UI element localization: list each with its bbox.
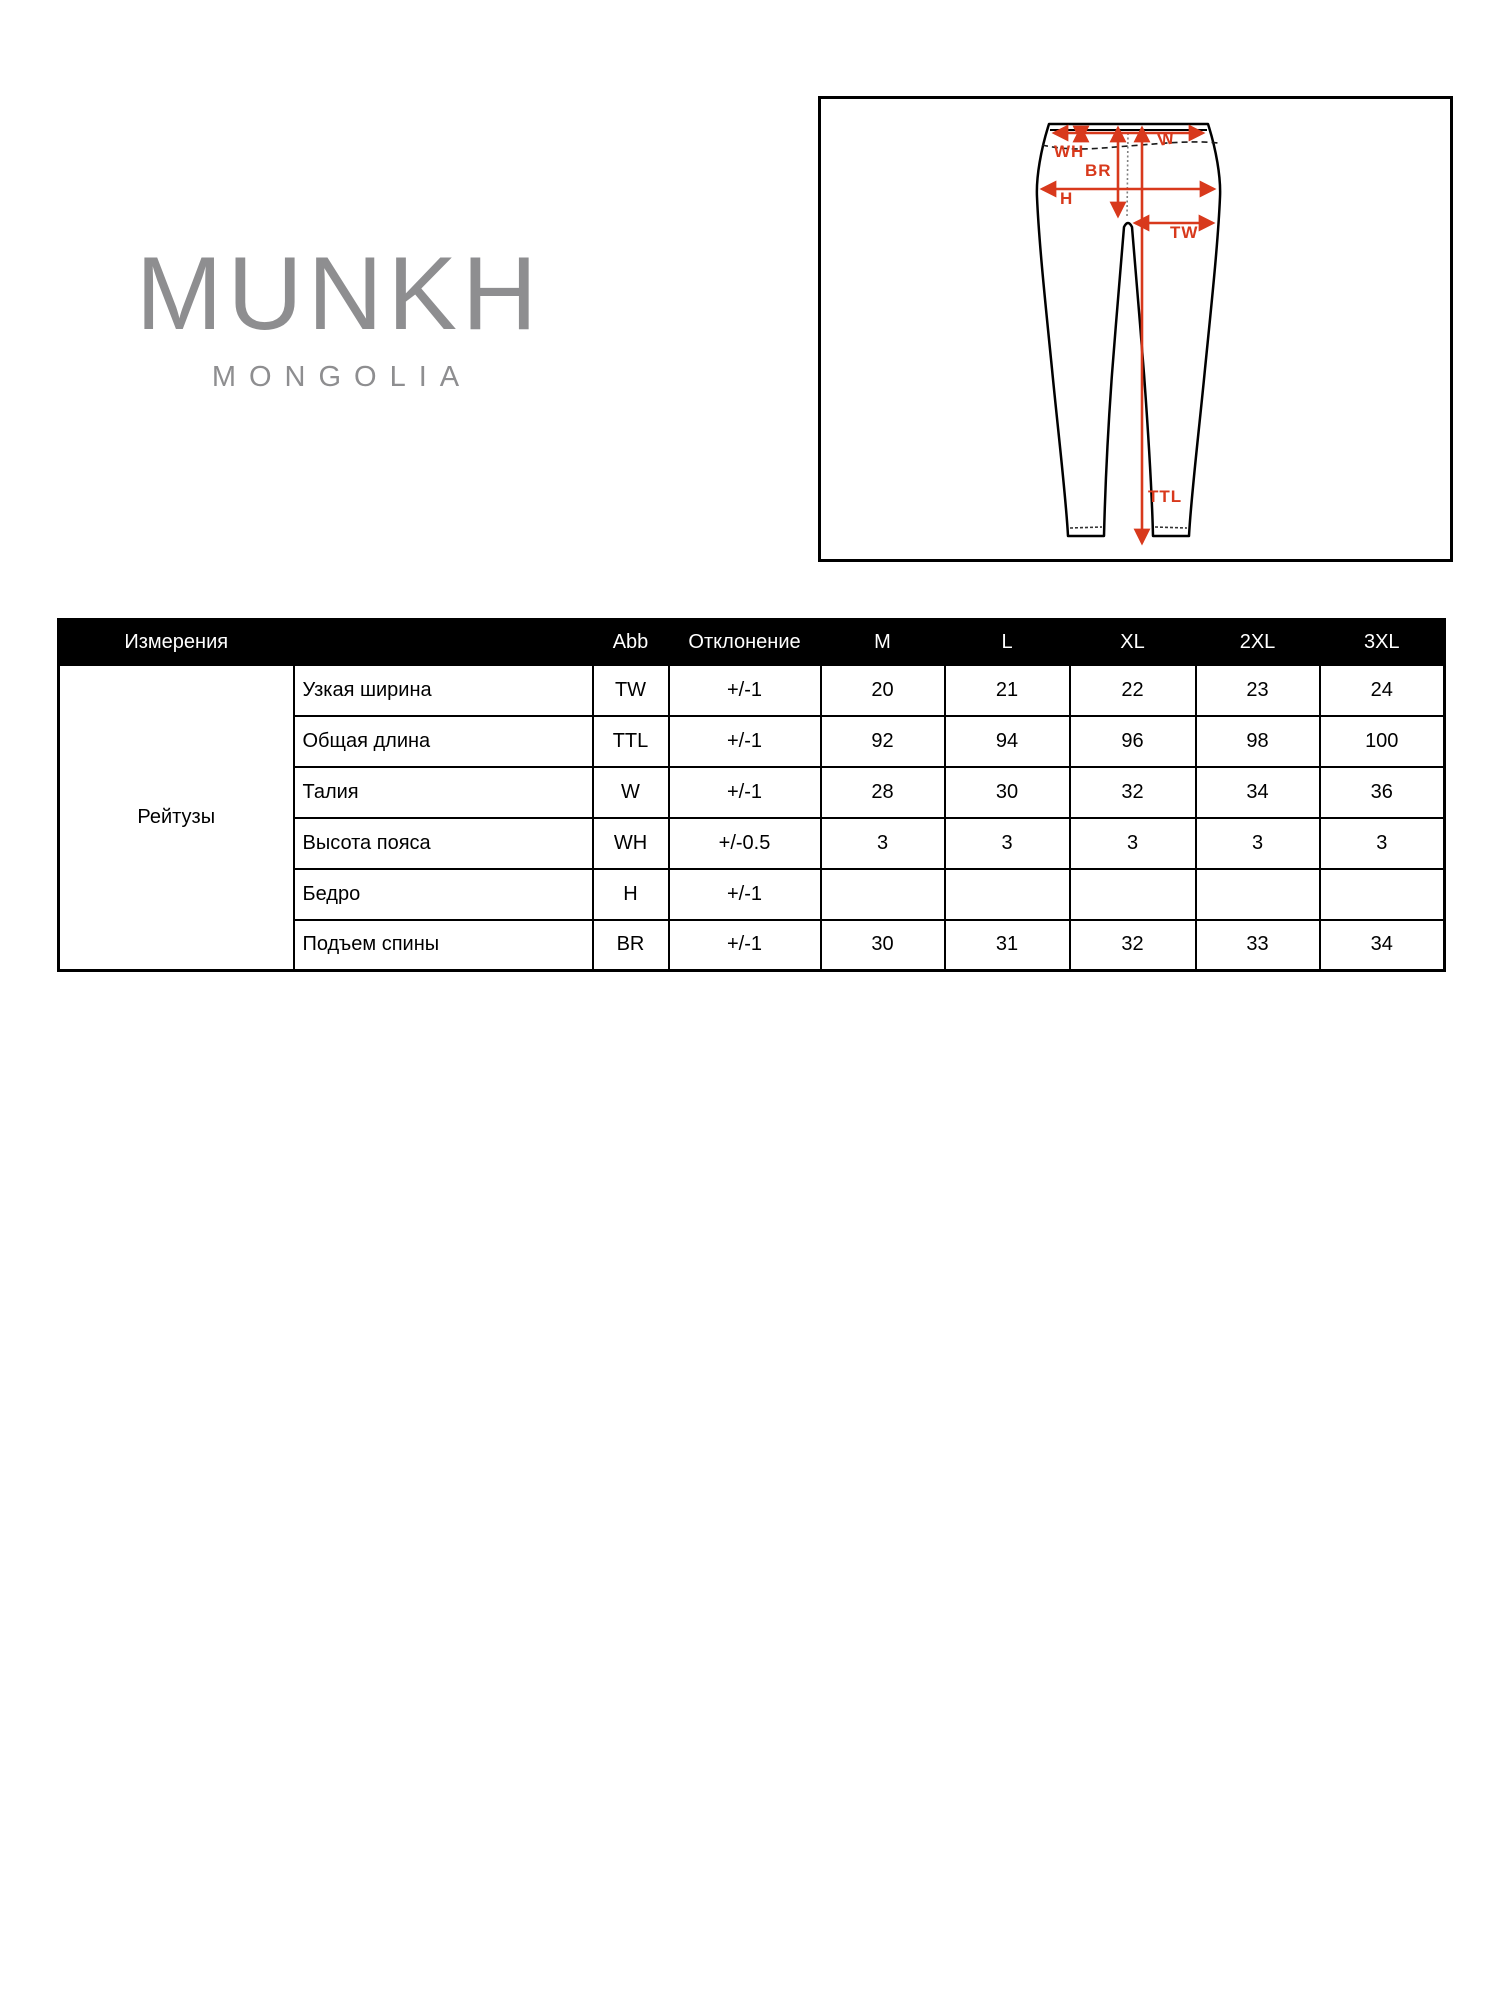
deviation-cell: +/-1	[669, 920, 821, 971]
column-header-size-3xl: 3XL	[1320, 620, 1445, 665]
abb-cell: BR	[593, 920, 669, 971]
measurement-label-wh: WH	[1054, 142, 1085, 161]
column-header-size-xl: XL	[1070, 620, 1196, 665]
measurement-label-w: W	[1156, 128, 1177, 150]
measurement-diagram-box	[818, 96, 1453, 562]
measurement-name-cell: Узкая ширина	[294, 665, 593, 716]
measurement-label-tw: TW	[1170, 223, 1199, 242]
measurement-name-cell: Высота пояса	[294, 818, 593, 869]
size-value-cell: 3	[1196, 818, 1320, 869]
brand-name: MUNKH	[135, 236, 543, 352]
measurement-name-cell: Бедро	[294, 869, 593, 920]
abb-cell: H	[593, 869, 669, 920]
measurement-label-br: BR	[1085, 161, 1112, 180]
size-value-cell: 22	[1070, 665, 1196, 716]
deviation-cell: +/-1	[669, 665, 821, 716]
size-value-cell: 3	[945, 818, 1070, 869]
measurement-diagram	[821, 99, 1450, 559]
table-row	[59, 665, 1445, 716]
measurement-label-ttl: TTL	[1148, 487, 1183, 506]
size-value-cell: 36	[1320, 767, 1445, 818]
size-value-cell: 98	[1196, 716, 1320, 767]
deviation-cell: +/-1	[669, 869, 821, 920]
abb-cell: TTL	[593, 716, 669, 767]
deviation-cell: +/-1	[669, 716, 821, 767]
column-header-abb: Abb	[593, 620, 669, 665]
size-value-cell: 31	[945, 920, 1070, 971]
column-header-size-m: M	[821, 620, 945, 665]
size-value-cell: 28	[821, 767, 945, 818]
size-value-cell: 24	[1320, 665, 1445, 716]
abb-cell: W	[593, 767, 669, 818]
size-value-cell	[1070, 869, 1196, 920]
product-group-cell: Рейтузы	[59, 665, 294, 971]
brand-logo	[124, 236, 554, 394]
size-value-cell: 30	[945, 767, 1070, 818]
size-value-cell: 96	[1070, 716, 1196, 767]
size-value-cell: 3	[821, 818, 945, 869]
column-header-spacer	[294, 620, 593, 665]
size-value-cell: 20	[821, 665, 945, 716]
size-value-cell: 21	[945, 665, 1070, 716]
size-value-cell: 33	[1196, 920, 1320, 971]
deviation-cell: +/-0.5	[669, 818, 821, 869]
size-value-cell: 23	[1196, 665, 1320, 716]
size-value-cell: 3	[1070, 818, 1196, 869]
pants-outline	[1037, 124, 1220, 536]
measurement-name-cell: Талия	[294, 767, 593, 818]
size-value-cell: 32	[1070, 920, 1196, 971]
size-value-cell	[945, 869, 1070, 920]
size-table	[57, 618, 1446, 972]
table-header-row	[59, 620, 1445, 665]
size-value-cell: 34	[1320, 920, 1445, 971]
size-value-cell: 92	[821, 716, 945, 767]
size-value-cell	[1196, 869, 1320, 920]
deviation-cell: +/-1	[669, 767, 821, 818]
size-value-cell: 34	[1196, 767, 1320, 818]
column-header-size-2xl: 2XL	[1196, 620, 1320, 665]
size-value-cell: 32	[1070, 767, 1196, 818]
size-value-cell: 100	[1320, 716, 1445, 767]
abb-cell: TW	[593, 665, 669, 716]
size-value-cell	[1320, 869, 1445, 920]
abb-cell: WH	[593, 818, 669, 869]
measurement-name-cell: Общая длина	[294, 716, 593, 767]
measurement-name-cell: Подъем спины	[294, 920, 593, 971]
column-header-size-l: L	[945, 620, 1070, 665]
brand-subtitle: MONGOLIA	[211, 361, 473, 394]
size-value-cell: 30	[821, 920, 945, 971]
measurement-label-h: H	[1060, 189, 1074, 208]
column-header-deviation: Отклонение	[669, 620, 821, 665]
size-value-cell: 3	[1320, 818, 1445, 869]
column-header-measurements: Измерения	[59, 620, 294, 665]
size-value-cell	[821, 869, 945, 920]
size-value-cell: 94	[945, 716, 1070, 767]
